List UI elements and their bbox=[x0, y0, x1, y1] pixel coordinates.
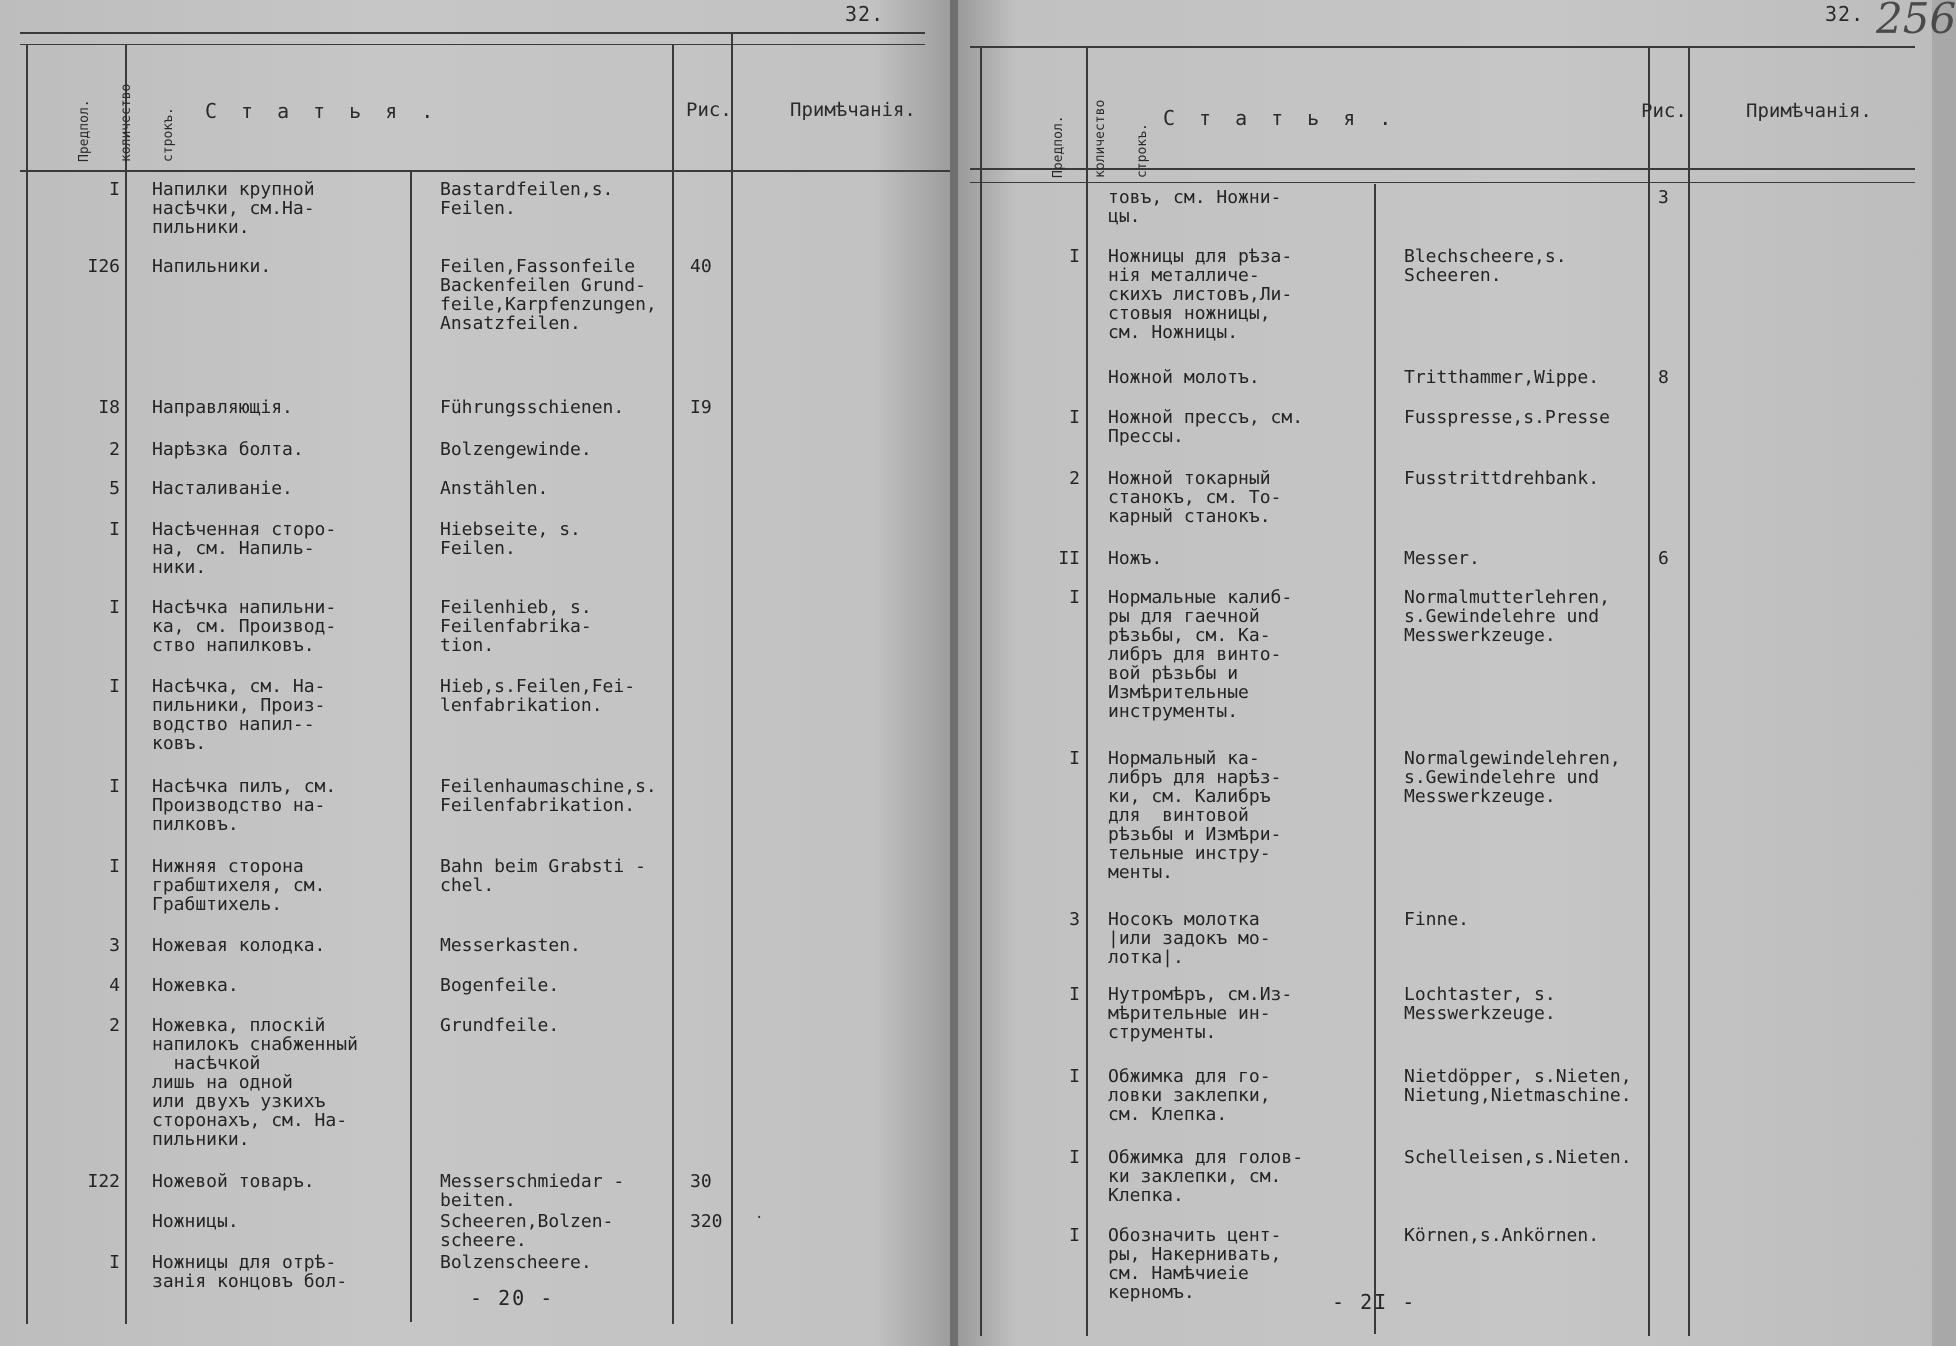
russian-term-cell: Ножницы для рѣза- нія металличе- скихъ листовъ,Ли- стовыя ножницы, см. Ножницы. bbox=[1108, 246, 1293, 343]
german-term-cell: Scheeren,Bolzen- scheere. bbox=[440, 1211, 614, 1251]
right-figure-header: Рис. bbox=[1641, 100, 1687, 122]
russian-term-cell: Нижняя сторона грабштихеля, см. Грабштихель. bbox=[152, 856, 326, 915]
german-term-cell: Anstählen. bbox=[440, 478, 549, 499]
archive-number-stamp: 256 bbox=[1876, 0, 1956, 43]
german-term-cell: Bolzenscheere. bbox=[440, 1252, 592, 1273]
line-count-cell: 3 bbox=[109, 935, 120, 956]
right-article-header: Статья. bbox=[1163, 106, 1416, 130]
russian-term-cell: Обжимка для голов- ки заклепки, см. Клепка. bbox=[1108, 1147, 1304, 1206]
german-term-cell: Finne. bbox=[1404, 909, 1470, 930]
right-page bbox=[958, 0, 1956, 1346]
german-term-cell: Tritthammer,Wippe. bbox=[1404, 367, 1600, 388]
line-count-cell: I bbox=[1069, 246, 1080, 267]
count-header-line: количество bbox=[1093, 99, 1108, 178]
russian-term-cell: Насѣчка, см. На- пильники, Произ- водство напил-- ковъ. bbox=[152, 676, 326, 754]
left-count-header bbox=[50, 84, 204, 162]
left-header-rule bbox=[20, 170, 950, 172]
line-count-cell: I bbox=[1069, 587, 1080, 608]
left-top-rule bbox=[20, 32, 925, 34]
german-term-cell: Hiebseite, s. Feilen. bbox=[440, 519, 581, 559]
line-count-cell: I bbox=[109, 676, 120, 697]
russian-term-cell: Насталиваніе. bbox=[152, 478, 293, 499]
russian-term-cell: Ножевка, плоскій напилокъ снабженный насѣчкой лишь на одной или двухъ узкихъ сторонахъ, см. На- пильники. bbox=[152, 1015, 358, 1150]
right-de-vrule bbox=[1374, 184, 1376, 1334]
german-term-cell: Bastardfeilen,s. Feilen. bbox=[440, 179, 614, 219]
german-term-cell: Blechscheere,s. Scheeren. bbox=[1404, 246, 1567, 286]
german-term-cell: Schelleisen,s.Nieten. bbox=[1404, 1147, 1632, 1168]
left-de-vrule bbox=[410, 172, 412, 1322]
line-count-cell: I bbox=[1069, 1066, 1080, 1087]
russian-term-cell: Ножевой товаръ. bbox=[152, 1171, 315, 1192]
german-term-cell: Körnen,s.Ankörnen. bbox=[1404, 1225, 1600, 1246]
german-term-cell: Fusstrittdrehbank. bbox=[1404, 468, 1600, 489]
german-term-cell: Messer. bbox=[1404, 548, 1480, 569]
right-top-rule bbox=[970, 46, 1915, 48]
right-fig-vrule bbox=[1648, 46, 1650, 1336]
right-header-rule-2 bbox=[970, 182, 1915, 183]
russian-term-cell: Ножной прессъ, см. Прессы. bbox=[1108, 407, 1304, 447]
left-page bbox=[0, 0, 950, 1346]
russian-term-cell: Ножной молотъ. bbox=[1108, 367, 1260, 388]
line-count-cell: I bbox=[1069, 1225, 1080, 1246]
russian-term-cell: Насѣчка пилъ, см. Производство на- пилковъ. bbox=[152, 776, 337, 835]
line-count-cell: I bbox=[109, 179, 120, 200]
line-count-cell: I22 bbox=[87, 1171, 120, 1192]
figure-number-cell: 320 bbox=[690, 1211, 723, 1232]
line-count-cell: 4 bbox=[109, 975, 120, 996]
line-count-cell: 2 bbox=[109, 1015, 120, 1036]
figure-number-cell: 8 bbox=[1658, 367, 1669, 388]
german-term-cell: Lochtaster, s. Messwerkzeuge. bbox=[1404, 984, 1556, 1024]
german-term-cell: Bogenfeile. bbox=[440, 975, 560, 996]
line-count-cell: 5 bbox=[109, 478, 120, 499]
line-count-cell: I bbox=[109, 597, 120, 618]
line-count-cell: I26 bbox=[87, 256, 120, 277]
count-header-line: количество bbox=[119, 83, 134, 162]
line-count-cell: 3 bbox=[1069, 909, 1080, 930]
right-outer-vrule bbox=[980, 46, 982, 1336]
left-article-header: Статья. bbox=[205, 99, 458, 123]
russian-term-cell: Насѣченная сторо- на, см. Напиль- ники. bbox=[152, 519, 337, 578]
german-term-cell: Fusspresse,s.Presse bbox=[1404, 407, 1610, 428]
russian-term-cell: Ножной токарный станокъ, см. То- карный станокъ. bbox=[1108, 468, 1282, 527]
right-count-vrule bbox=[1086, 46, 1088, 1336]
russian-term-cell: Ножницы для отрѣ- занія концовъ бол- bbox=[152, 1252, 348, 1292]
russian-term-cell: Нутромѣръ, см.Из- мѣрительные ин- струменты. bbox=[1108, 984, 1293, 1043]
german-term-cell: Feilenhieb, s. Feilenfabrika- tion. bbox=[440, 597, 592, 656]
line-count-cell: I bbox=[109, 856, 120, 877]
german-term-cell: Bolzengewinde. bbox=[440, 439, 592, 460]
right-count-header bbox=[1024, 100, 1178, 178]
line-count-cell: I bbox=[109, 1252, 120, 1273]
russian-term-cell: Нарѣзка болта. bbox=[152, 439, 304, 460]
left-running-head: 32. bbox=[845, 2, 885, 26]
russian-term-cell: Нормальные калиб- ры для гаечной рѣзьбы, см. Ка- либръ для винто- вой рѣзьбы и Измѣрительные инструменты. bbox=[1108, 587, 1293, 722]
count-header-line: строкъ. bbox=[161, 107, 176, 162]
german-term-cell: Hieb,s.Feilen,Fei- lenfabrikation. bbox=[440, 676, 636, 716]
left-top-rule-2 bbox=[20, 44, 925, 45]
left-outer-vrule bbox=[26, 44, 28, 1324]
left-figure-header: Рис. bbox=[686, 99, 732, 121]
line-count-cell: II bbox=[1058, 548, 1080, 569]
line-count-cell: 2 bbox=[109, 439, 120, 460]
left-page-folio: - 20 - bbox=[470, 1286, 555, 1310]
german-term-cell: Messerschmiedar - beiten. bbox=[440, 1171, 625, 1211]
line-count-cell: I8 bbox=[98, 397, 120, 418]
figure-number-cell: 40 bbox=[690, 256, 712, 277]
german-term-cell: Bahn beim Grabsti - chel. bbox=[440, 856, 646, 896]
line-count-cell: I bbox=[1069, 1147, 1080, 1168]
russian-term-cell: Ножъ. bbox=[1108, 548, 1163, 569]
german-term-cell: Führungsschienen. bbox=[440, 397, 625, 418]
right-notes-vrule bbox=[1688, 46, 1690, 1336]
book-gutter bbox=[950, 0, 958, 1346]
figure-number-cell: 30 bbox=[690, 1171, 712, 1192]
russian-term-cell: Носокъ молотка |или задокъ мо- лотка|. bbox=[1108, 909, 1271, 968]
line-count-cell: I bbox=[1069, 984, 1080, 1005]
german-term-cell: Nietdöpper, s.Nieten, Nietung,Nietmaschine. bbox=[1404, 1066, 1632, 1106]
left-notes-vrule bbox=[731, 32, 733, 1324]
count-header-line: Предпол. bbox=[77, 99, 92, 162]
line-count-cell: 2 bbox=[1069, 468, 1080, 489]
right-running-head: 32. bbox=[1825, 2, 1865, 26]
count-header-line: строкъ. bbox=[1135, 123, 1150, 178]
russian-term-cell: Обжимка для го- ловки заклепки, см. Клепка. bbox=[1108, 1066, 1271, 1125]
left-fig-vrule bbox=[672, 44, 674, 1324]
ink-mark: · bbox=[755, 1210, 764, 1226]
russian-term-cell: Напильники. bbox=[152, 256, 272, 277]
figure-number-cell: 6 bbox=[1658, 548, 1669, 569]
count-header-line: Предпол. bbox=[1051, 115, 1066, 178]
russian-term-cell: Ножевая колодка. bbox=[152, 935, 326, 956]
line-count-cell: I bbox=[109, 776, 120, 797]
left-count-vrule bbox=[125, 44, 127, 1324]
russian-term-cell: Обозначить цент- ры, Накернивать, см. Намѣчиеіе керномъ. bbox=[1108, 1225, 1282, 1303]
russian-term-cell: Ножницы. bbox=[152, 1211, 239, 1232]
figure-number-cell: 3 bbox=[1658, 187, 1669, 208]
right-page-folio: - 2I - bbox=[1332, 1290, 1417, 1314]
line-count-cell: I bbox=[109, 519, 120, 540]
russian-term-cell: товъ, см. Ножни- цы. bbox=[1108, 187, 1282, 227]
russian-term-cell: Ножевка. bbox=[152, 975, 239, 996]
right-notes-header: Примѣчанія. bbox=[1746, 100, 1872, 122]
german-term-cell: Messerkasten. bbox=[440, 935, 581, 956]
german-term-cell: Grundfeile. bbox=[440, 1015, 560, 1036]
russian-term-cell: Напилки крупной насѣчки, см.На- пильники. bbox=[152, 179, 315, 238]
russian-term-cell: Нормальный ка- либръ для нарѣз- ки, см. Калибръ для винтовой рѣзьбы и Измѣри- тельные инстру- менты. bbox=[1108, 748, 1282, 883]
german-term-cell: Feilenhaumaschine,s. Feilenfabrikation. bbox=[440, 776, 657, 816]
figure-number-cell: I9 bbox=[690, 397, 712, 418]
russian-term-cell: Направляющія. bbox=[152, 397, 293, 418]
german-term-cell: Normalmutterlehren, s.Gewindelehre und Messwerkzeuge. bbox=[1404, 587, 1610, 646]
line-count-cell: I bbox=[1069, 407, 1080, 428]
left-notes-header: Примѣчанія. bbox=[790, 99, 916, 121]
german-term-cell: Normalgewindelehren, s.Gewindelehre und Messwerkzeuge. bbox=[1404, 748, 1621, 807]
russian-term-cell: Насѣчка напильни- ка, см. Производ- ство напилковъ. bbox=[152, 597, 337, 656]
line-count-cell: I bbox=[1069, 748, 1080, 769]
german-term-cell: Feilen,Fassonfeile Backenfeilen Grund- feile,Karpfenzungen, Ansatzfeilen. bbox=[440, 256, 657, 334]
